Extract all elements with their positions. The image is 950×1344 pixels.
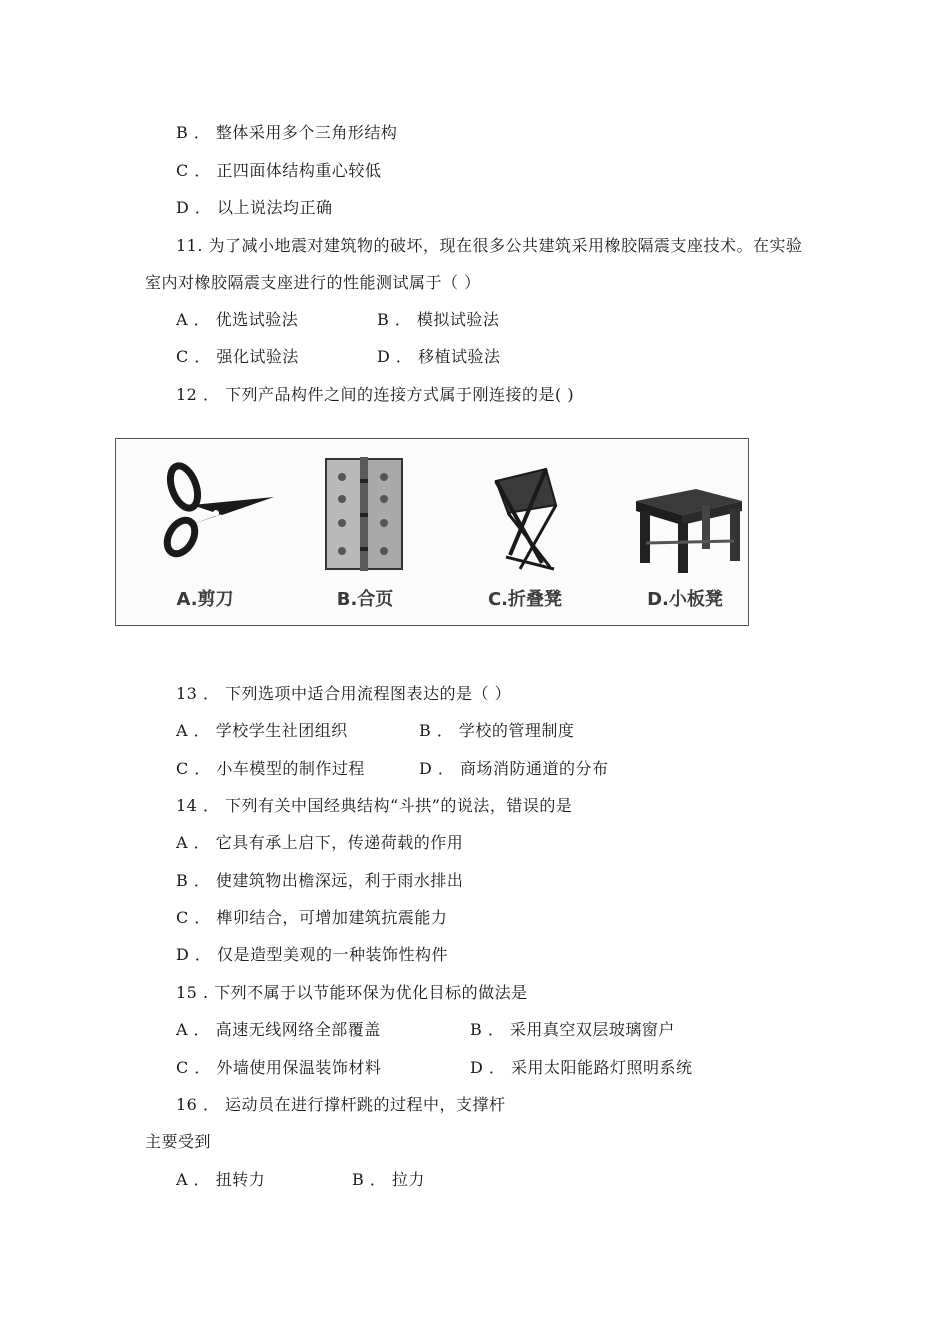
- q14-option-c: C ． 榫卯结合，可增加建筑抗震能力: [176, 908, 448, 927]
- q15-option-c: C ． 外墙使用保温装饰材料: [176, 1058, 382, 1077]
- caption-scissors: A.剪刀: [176, 589, 234, 610]
- q15-option-b: B ． 采用真空双层玻璃窗户: [470, 1020, 675, 1039]
- q15-option-a: A ． 高速无线网络全部覆盖: [176, 1020, 381, 1039]
- q14-option-a: A ． 它具有承上启下，传递荷载的作用: [176, 833, 464, 852]
- figure-item-folding-stool: [446, 439, 604, 625]
- q13-option-b: B ． 学校的管理制度: [419, 721, 575, 740]
- caption-small-bench: D.小板凳: [647, 589, 723, 610]
- q16-stem-line1: 16 ． 运动员在进行撑杆跳的过程中，支撑杆: [176, 1095, 506, 1114]
- q14-option-d: D ． 仅是造型美观的一种装饰性构件: [176, 945, 449, 964]
- q11-option-b: B ． 模拟试验法: [377, 310, 500, 329]
- q16-option-a: A ． 扭转力: [176, 1170, 266, 1189]
- q14-stem: 14 ． 下列有关中国经典结构“斗拱”的说法，错误的是: [176, 796, 573, 815]
- q14-option-b: B ． 使建筑物出檐深远，利于雨水排出: [176, 871, 464, 890]
- figure-item-scissors: [126, 439, 284, 625]
- q11-option-c: C ． 强化试验法: [176, 347, 299, 366]
- figure-item-small-bench: [606, 439, 764, 625]
- q12-figure: [115, 438, 749, 626]
- q16-stem-line2: 主要受到: [145, 1132, 212, 1151]
- q10-option-b: B ． 整体采用多个三角形结构: [176, 123, 398, 142]
- caption-hinge: B.合页: [336, 589, 394, 610]
- q13-option-a: A ． 学校学生社团组织: [176, 721, 348, 740]
- q13-option-c: C ． 小车模型的制作过程: [176, 759, 365, 778]
- q13-option-d: D ． 商场消防通道的分布: [419, 759, 609, 778]
- q11-option-a: A ． 优选试验法: [176, 310, 299, 329]
- q16-option-b: B ． 拉力: [352, 1170, 425, 1189]
- q15-stem: 15 . 下列不属于以节能环保为优化目标的做法是: [176, 983, 528, 1002]
- caption-folding-stool: C.折叠凳: [487, 589, 563, 610]
- q11-stem-line2: 室内对橡胶隔震支座进行的性能测试属于（ ）: [145, 273, 481, 292]
- q11-option-d: D ． 移植试验法: [377, 347, 501, 366]
- q10-option-c: C ． 正四面体结构重心较低: [176, 161, 382, 180]
- q13-stem: 13 ． 下列选项中适合用流程图表达的是（ ）: [176, 684, 512, 703]
- q10-option-d: D ． 以上说法均正确: [176, 198, 333, 217]
- q15-option-d: D ． 采用太阳能路灯照明系统: [470, 1058, 693, 1077]
- q12-stem: 12 ． 下列产品构件之间的连接方式属于刚连接的是( ): [176, 385, 575, 404]
- q11-stem-line1: 11. 为了减小地震对建筑物的破坏，现在很多公共建筑采用橡胶隔震支座技术。在实验: [176, 236, 803, 255]
- figure-item-hinge: [286, 439, 444, 625]
